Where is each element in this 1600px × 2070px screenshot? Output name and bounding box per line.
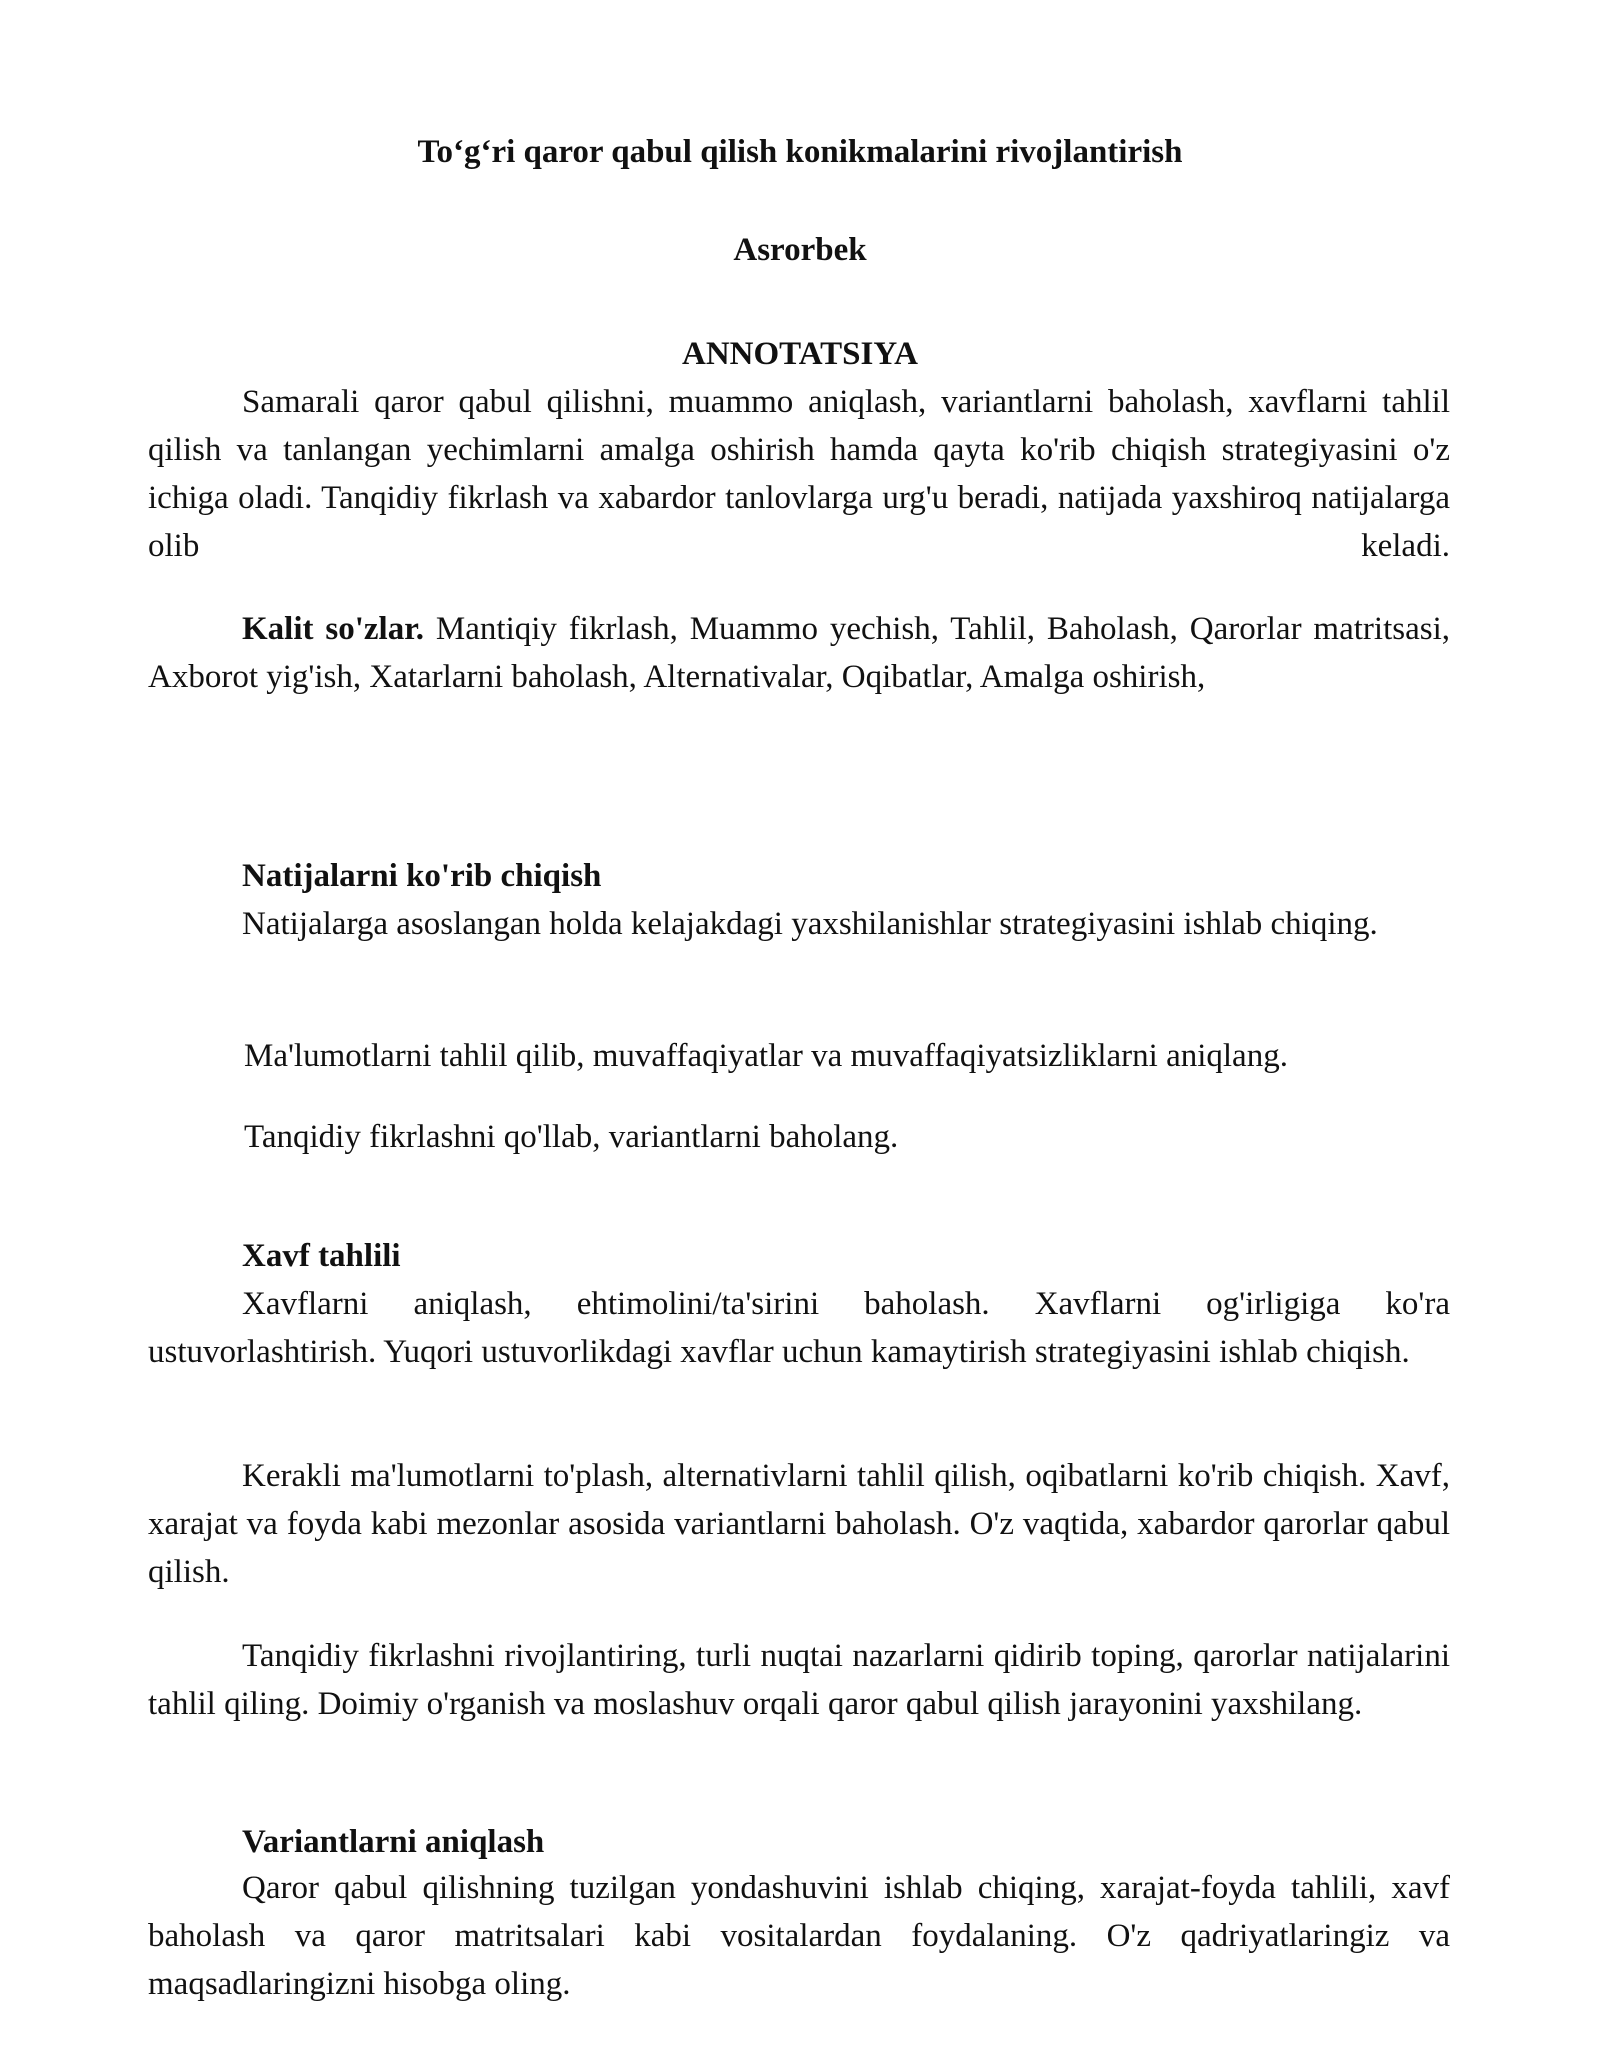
keywords-label: Kalit so'zlar. — [242, 611, 425, 647]
section-paragraph: Xavflarni aniqlash, ehtimolini/ta'sirini baholash. Xavflarni og'irligiga ko'ra ustuvorlashtirish. Yuqori ustuvorlikdagi xavflar uchun kamaytirish strategiyasini ishlab chiqish. — [148, 1286, 1450, 1370]
section-paragraph: Kerakli ma'lumotlarni to'plash, alternativlarni tahlil qilish, oqibatlarni ko'rib chiqish. Xavf, xarajat va foyda kabi mezonlar asosida variantlarni baholash. O'z vaqtida, xabardor qarorlar qabul qilish. — [148, 1458, 1450, 1590]
section-paragraph: Tanqidiy fikrlashni rivojlantiring, turli nuqtai nazarlarni qidirib toping, qarorlar natijalarini tahlil qiling. Doimiy o'rganish va moslashuv orqali qaror qabul qilish jarayonini yaxshilang. — [148, 1638, 1450, 1722]
annotation-heading: ANNOTATSIYA — [682, 336, 918, 372]
section-paragraph: Qaror qabul qilishning tuzilgan yondashuvini ishlab chiqing, xarajat-foyda tahlili, xavf baholash va qaror matritsalari kabi vositalardan foydalaning. O'z qadriyatlaringiz va maqsadlaringizni hisobga oling. — [148, 1870, 1450, 2002]
document-title: To‘g‘ri qaror qabul qilish konikmalarini rivojlantirish — [417, 134, 1183, 170]
section-paragraph: Natijalarga asoslangan holda kelajakdagi yaxshilanishlar strategiyasini ishlab chiqing. — [242, 906, 1378, 942]
document-author: Asrorbek — [733, 232, 867, 268]
section-paragraph: Tanqidiy fikrlashni qo'llab, variantlarni baholang. — [244, 1119, 899, 1155]
section-heading-options: Variantlarni aniqlash — [242, 1824, 545, 1860]
keywords-paragraph — [148, 605, 1450, 701]
section-paragraph: Ma'lumotlarni tahlil qilib, muvaffaqiyatlar va muvaffaqiyatsizliklarni aniqlang. — [244, 1038, 1288, 1074]
annotation-paragraph: Samarali qaror qabul qilishni, muammo aniqlash, variantlarni baholash, xavflarni tahlil qilish va tanlangan yechimlarni amalga oshirish hamda qayta ko'rib chiqish strategiyasini o'z ichiga oladi. Tanqidiy fikrlash va xabardor tanlovlarga urg'u beradi, natijada yaxshiroq natijalarga olib keladi. — [148, 384, 1450, 564]
section-heading-results-review: Natijalarni ko'rib chiqish — [242, 858, 602, 894]
section-heading-risk-analysis: Xavf tahlili — [242, 1238, 401, 1274]
keywords-text: Mantiqiy fikrlash, Muammo yechish, Tahlil, Baholash, Qarorlar matritsasi, Axborot yig'ish, Xatarlarni baholash, Alternativalar, Oqibatlar, Amalga oshirish, — [148, 611, 1450, 695]
